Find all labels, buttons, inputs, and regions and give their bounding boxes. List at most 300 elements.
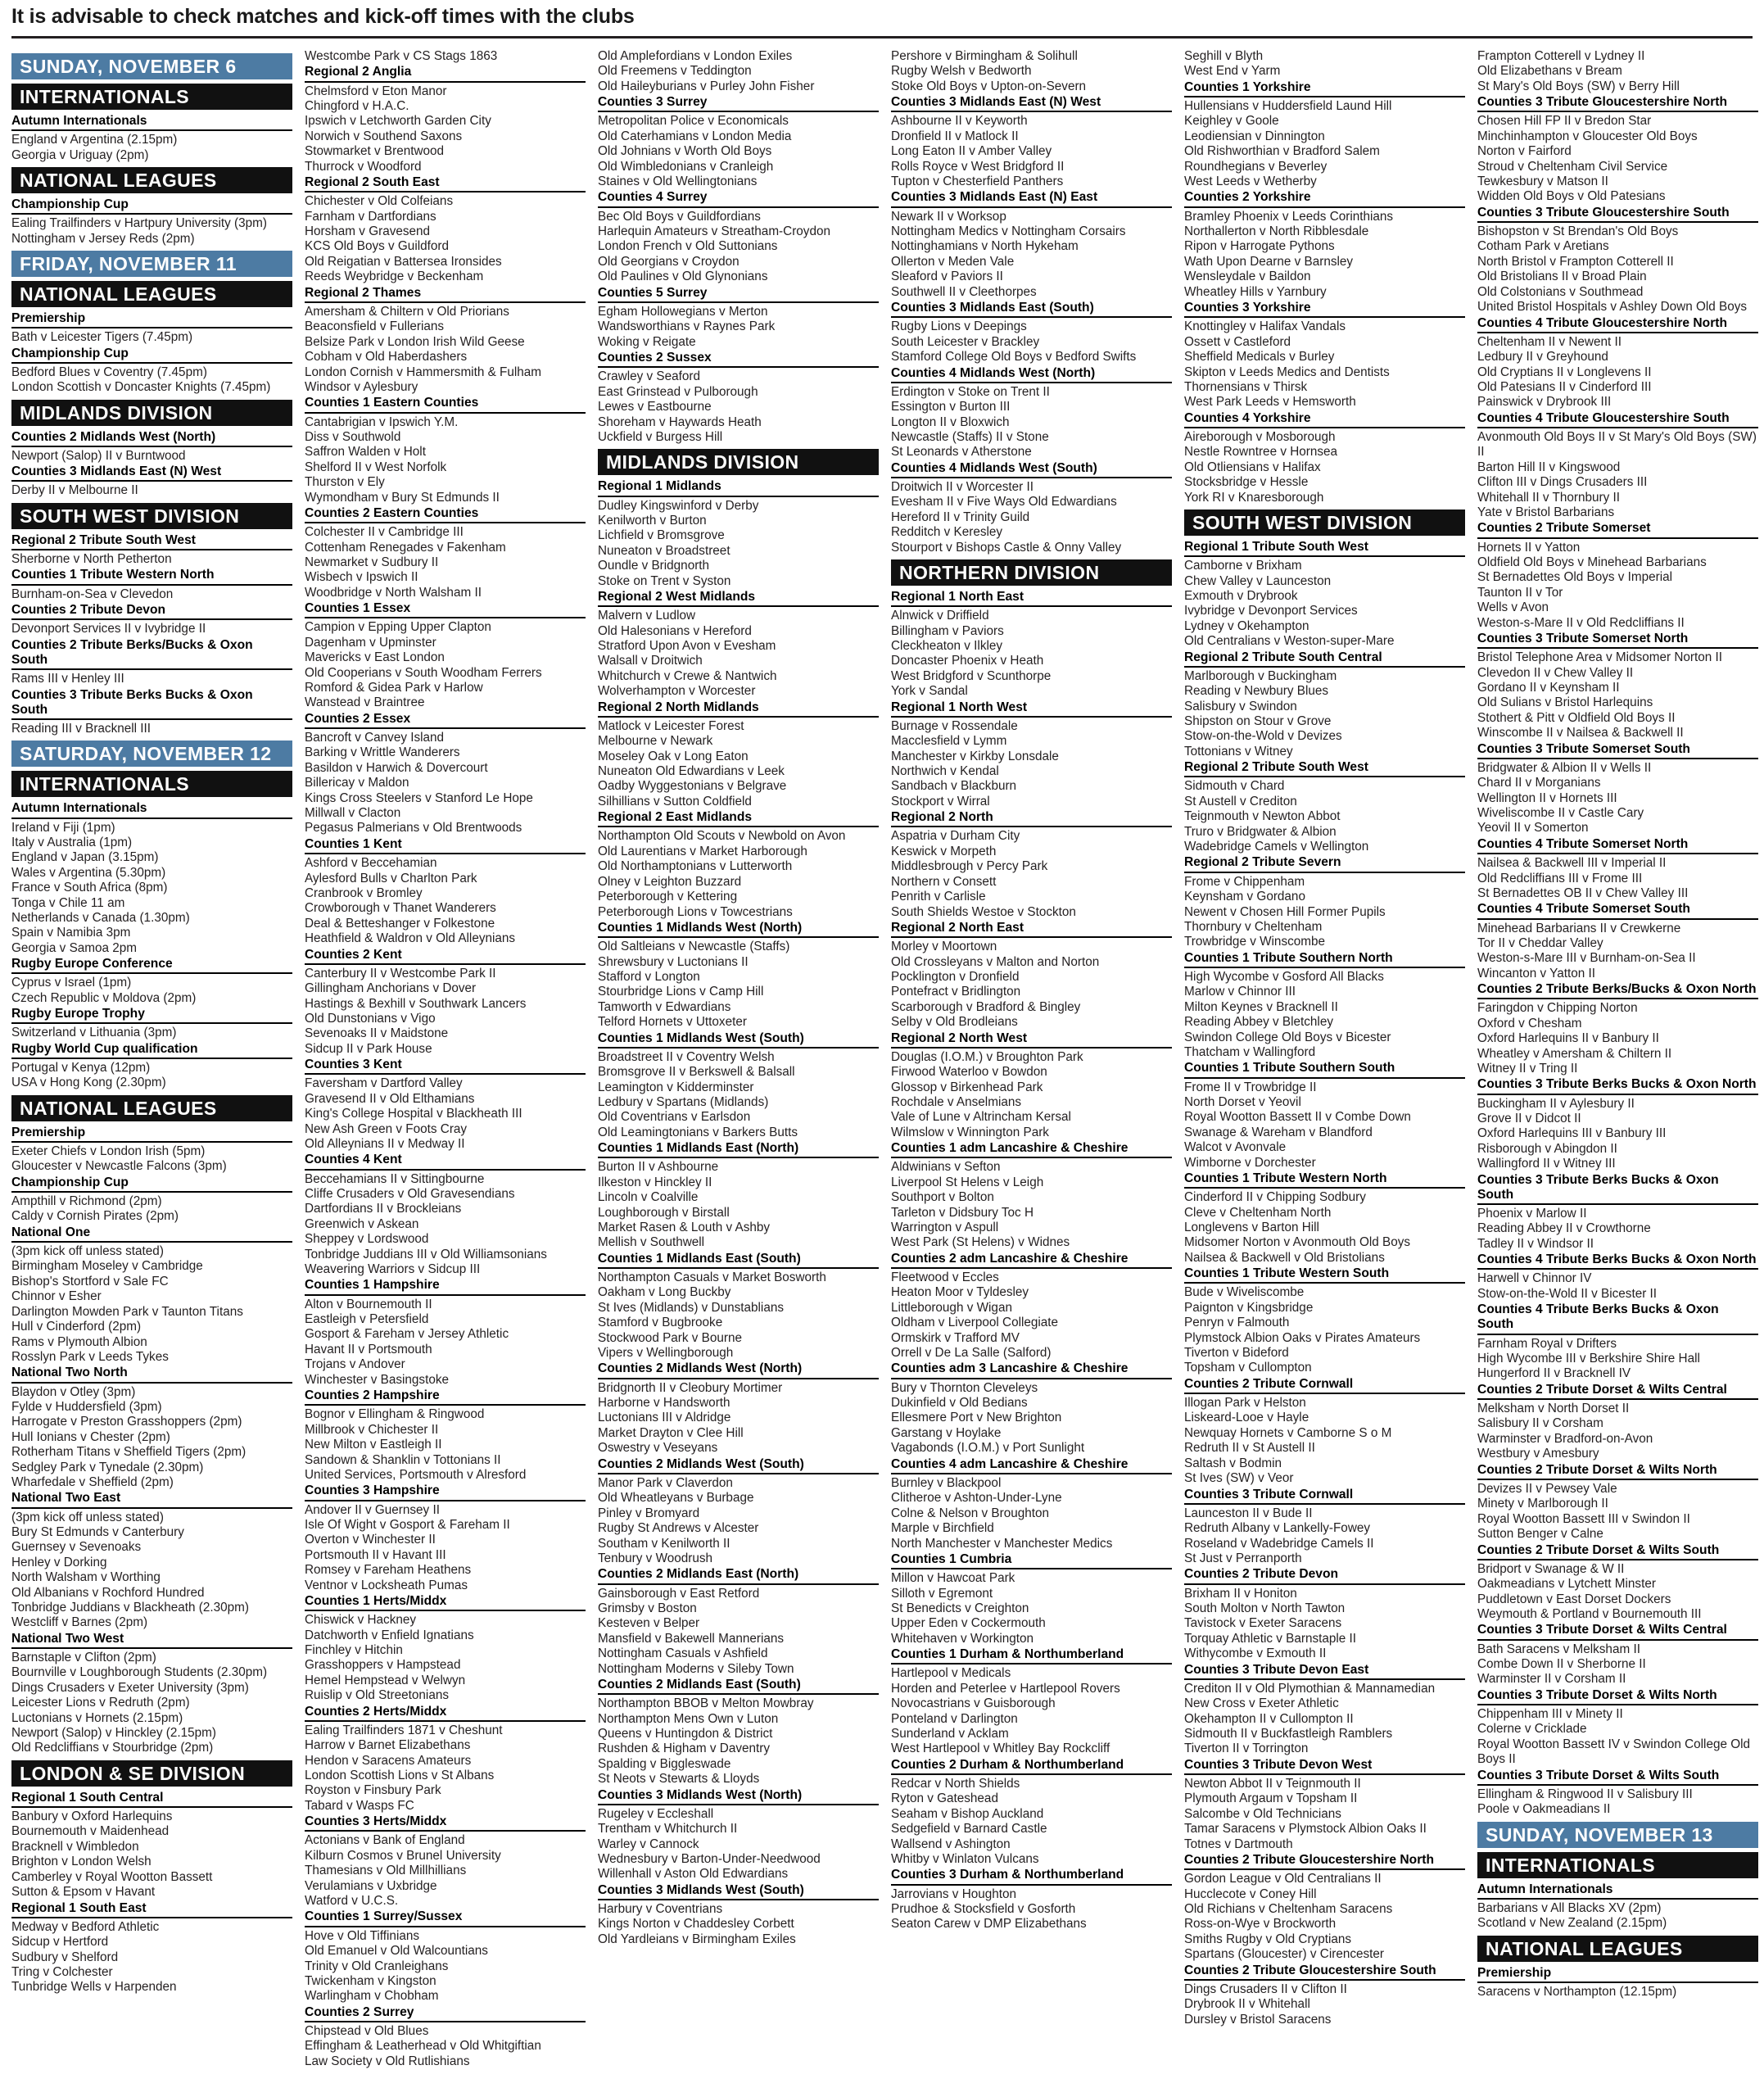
fixture: Launceston II v Bude II: [1184, 1506, 1313, 1520]
fixture: Gosport & Fareham v Jersey Athletic: [305, 1327, 509, 1342]
fixture: London Scottish v Doncaster Knights (7.45pm): [11, 380, 271, 395]
fixture: Sheffield Medicals v Burley: [1184, 350, 1335, 365]
fixture: Cranbrook v Bromley: [305, 885, 423, 900]
fixture: St Bernadettes OB II v Chew Valley III: [1477, 885, 1689, 900]
fixture: Harlequin Amateurs v Streatham-Croydon: [598, 224, 830, 239]
fixture: Wellington II v Hornets III: [1477, 790, 1617, 805]
fixture: Watford v U.C.S.: [305, 1894, 399, 1909]
fixture: North Manchester v Manchester Medics: [891, 1536, 1113, 1551]
fixture: Evesham II v Five Ways Old Edwardians: [891, 495, 1117, 510]
league-heading: Counties 1 Midlands West (North): [598, 921, 879, 938]
fixture: Nestle Rowntree v Hornsea: [1184, 445, 1338, 460]
fixture: Clitheroe v Ashton-Under-Lyne: [891, 1491, 1062, 1506]
fixture: Blaydon v Otley (3pm): [11, 1384, 136, 1399]
fixture: Erdington v Stoke on Trent II: [891, 384, 1050, 399]
fixture: Vipers v Wellingborough: [598, 1346, 734, 1361]
fixture: Tupton v Chesterfield Panthers: [891, 174, 1064, 189]
fixture: Gordon League v Old Centralians II: [1184, 1872, 1382, 1886]
fixture: Millon v Hawcoat Park: [891, 1571, 1015, 1586]
league-heading: Counties 4 Kent: [305, 1153, 586, 1170]
fixture: Trowbridge v Winscombe: [1184, 935, 1326, 949]
fixture: Dartfordians II v Brockleians: [305, 1202, 462, 1216]
fixture: Hucclecote v Coney Hill: [1184, 1886, 1317, 1901]
fixture: Harbury v Coventrians: [598, 1902, 723, 1917]
league-heading: Counties 3 Midlands East (N) West: [11, 464, 292, 482]
fixture: Clifton III v Dings Crusaders III: [1477, 475, 1648, 490]
fixture: Rotherham Titans v Sheffield Tigers (2pm): [11, 1445, 247, 1460]
fixture: Mavericks v East London: [305, 650, 445, 665]
fixture: Yate v Bristol Barbarians: [1477, 505, 1615, 519]
fixture: Hullensians v Huddersfield Laund Hill: [1184, 99, 1392, 114]
fixture: Seaham v Bishop Auckland: [891, 1806, 1044, 1821]
column-6: [1477, 49, 1758, 2000]
fixture: South Leicester v Brackley: [891, 334, 1040, 349]
fixture: Thurrock v Woodford: [305, 159, 422, 174]
league-heading: Counties 2 Tribute Devon: [11, 603, 292, 620]
fixture: Stowmarket v Brentwood: [305, 144, 445, 159]
fixture: Minehead Barbarians II v Crewkerne: [1477, 921, 1681, 935]
fixture: Dings Crusaders v Exeter University (3pm): [11, 1680, 249, 1695]
fixture: Wallsend v Ashington: [891, 1837, 1011, 1851]
league-heading: Counties 4 Tribute Berks Bucks & Oxon South: [1477, 1302, 1758, 1334]
fixture: Portsmouth II v Havant III: [305, 1547, 446, 1562]
fixture: Law Society v Old Rutlishians: [305, 2054, 470, 2068]
fixture: Longton II v Bloxwich: [891, 414, 1010, 429]
fixture: Avonmouth Old Boys II v St Mary's Old Boys (SW) II: [1477, 429, 1757, 460]
kickoff-note: (3pm kick off unless stated): [11, 1510, 164, 1524]
fixture: Ilkeston v Hinckley II: [598, 1175, 712, 1189]
league-heading: Championship Cup: [11, 346, 292, 364]
fixture: Rushden & Higham v Daventry: [598, 1741, 771, 1756]
fixture: Stocksbridge v Hessle: [1184, 475, 1309, 490]
fixture: Manor Park v Claverdon: [598, 1475, 733, 1490]
fixture: Norton v Fairford: [1477, 144, 1572, 159]
fixture: Windsor v Aylesbury: [305, 379, 418, 394]
fixture: Skipton v Leeds Medics and Dentists: [1184, 365, 1390, 379]
league-heading: Counties 2 Midlands East (North): [598, 1567, 879, 1584]
fixture: Cottenham Renegades v Fakenham: [305, 540, 506, 555]
fixture: Luctonians v Hornets (2.15pm): [11, 1710, 183, 1725]
fixture: Wilmslow v Winnington Park: [891, 1125, 1049, 1139]
fixture: Millwall v Clacton: [305, 806, 401, 821]
fixture: Barnstaple v Clifton (2pm): [11, 1651, 156, 1665]
fixture: Truro v Bridgwater & Albion: [1184, 824, 1337, 839]
fixture: Winchester v Basingstoke: [305, 1372, 449, 1387]
fixture: Burnage v Rossendale: [891, 718, 1018, 733]
section-banner: NATIONAL LEAGUES: [11, 167, 292, 193]
fixture: Egham Hollowegians v Merton: [598, 304, 768, 319]
fixture: Fylde v Huddersfield (3pm): [11, 1399, 162, 1414]
fixture: Cobham v Old Haberdashers: [305, 350, 468, 365]
fixture: Minety v Marlborough II: [1477, 1497, 1608, 1511]
league-heading: Counties 1 adm Lancashire & Cheshire: [891, 1141, 1172, 1158]
fixture: St Benedicts v Creighton: [891, 1601, 1029, 1615]
league-heading: Counties 1 Herts/Middx: [305, 1594, 586, 1611]
fixture: Old Wheatleyans v Burbage: [598, 1491, 754, 1506]
league-heading: Counties 2 Tribute Devon: [1184, 1567, 1465, 1584]
fixture: Millbrook v Chichester II: [305, 1422, 439, 1437]
fixture: Warrington v Aspull: [891, 1221, 999, 1235]
league-heading: Counties 2 adm Lancashire & Cheshire: [891, 1252, 1172, 1269]
fixture: Beccehamians II v Sittingbourne: [305, 1171, 485, 1186]
fixture: Bude v Wiveliscombe: [1184, 1285, 1305, 1300]
fixture: Georgia v Uriguay (2pm): [11, 147, 149, 162]
fixture: Dronfield II v Matlock II: [891, 129, 1019, 143]
fixture: Bognor v Ellingham & Ringwood: [305, 1407, 485, 1422]
fixture: Nottinghamians v North Hykeham: [891, 239, 1079, 254]
league-heading: Counties 1 Midlands West (South): [598, 1031, 879, 1048]
fixture: Novocastrians v Guisborough: [891, 1696, 1056, 1711]
league-heading: Counties 2 Tribute Berks/Bucks & Oxon North: [1477, 982, 1758, 999]
league-heading: Counties 2 Durham & Northumberland: [891, 1758, 1172, 1775]
fixture: Sleaford v Paviors II: [891, 269, 1003, 284]
fixture: Redcar v North Shields: [891, 1777, 1020, 1791]
fixture: Wales v Argentina (5.30pm): [11, 865, 166, 880]
fixture: London Cornish v Hammersmith & Fulham: [305, 365, 542, 379]
fixture: Diss v Southwold: [305, 429, 401, 444]
fixture: Knottingley v Halifax Vandals: [1184, 319, 1346, 334]
fixture: Nottingham Casuals v Ashfield: [598, 1646, 768, 1661]
fixture: Frome II v Trowbridge II: [1184, 1080, 1317, 1094]
fixture: Bishopston v St Brendan's Old Boys: [1477, 224, 1679, 239]
fixture: Saracens v Northampton (12.15pm): [1477, 1984, 1677, 1999]
fixture: Drybrook II v Whitehall: [1184, 1997, 1310, 2012]
fixture: Old Otliensians v Halifax: [1184, 460, 1321, 474]
fixture: Metropolitan Police v Economicals: [598, 114, 789, 129]
fixture: York v Sandal: [891, 684, 968, 699]
fixture: Keynsham v Gordano: [1184, 890, 1305, 904]
fixture: West Park (St Helens) v Widnes: [891, 1235, 1070, 1250]
fixture: Lydney v Okehampton: [1184, 618, 1309, 633]
fixture: Sheppey v Lordswood: [305, 1232, 429, 1247]
fixture: St Bernadettes Old Boys v Imperial: [1477, 570, 1673, 585]
fixture: Henley v Dorking: [11, 1555, 107, 1569]
league-heading: Counties 3 Tribute Somerset North: [1477, 632, 1758, 649]
fixture: South Shields Westoe v Stockton: [891, 904, 1076, 919]
fixture: Stow-on-the-Wold v Devizes: [1184, 729, 1342, 744]
fixture: Belsize Park v London Irish Wild Geese: [305, 334, 525, 349]
fixture: Market Rasen & Louth v Ashby: [598, 1221, 771, 1235]
fixture: Frome v Chippenham: [1184, 874, 1305, 889]
league-heading: Autumn Internationals: [11, 114, 292, 131]
fixture: Thornensians v Thirsk: [1184, 379, 1308, 394]
fixture: Dursley v Bristol Saracens: [1184, 2012, 1332, 2027]
fixture: Morley v Moortown: [891, 940, 997, 954]
fixture: Hartlepool v Medicals: [891, 1666, 1011, 1681]
league-heading: Regional 2 Thames: [305, 286, 586, 303]
fixture: Bec Old Boys v Guildfordians: [598, 209, 761, 224]
league-heading: Counties 2 Tribute Berks/Bucks & Oxon South: [11, 638, 292, 670]
fixture: Sherborne v North Petherton: [11, 552, 172, 567]
fixture: East Grinstead v Pulborough: [598, 384, 758, 399]
fixture: Penrith v Carlisle: [891, 890, 986, 904]
fixture: Whitby v Winlaton Vulcans: [891, 1852, 1039, 1867]
fixture: Rugby St Andrews v Alcester: [598, 1521, 759, 1536]
fixture: New Milton v Eastleigh II: [305, 1438, 442, 1452]
fixture: Weston-s-Mare II v Old Redcliffians II: [1477, 615, 1685, 630]
fixture: Shipston on Stour v Grove: [1184, 714, 1332, 729]
fixture: Newark II v Worksop: [891, 209, 1006, 224]
fixture: Saltash v Bodmin: [1184, 1456, 1282, 1470]
fixture: Totnes v Dartmouth: [1184, 1837, 1293, 1851]
fixture: Old Haileyburians v Purley John Fisher: [598, 79, 815, 93]
fixture: Whitehaven v Workington: [891, 1631, 1034, 1646]
fixture: St Austell v Crediton: [1184, 794, 1297, 808]
fixture: Stothert & Pitt v Oldfield Old Boys II: [1477, 710, 1676, 725]
fixture: Gillingham Anchorians v Dover: [305, 981, 477, 996]
fixture: Derby II v Melbourne II: [11, 483, 138, 498]
fixture: Czech Republic v Moldova (2pm): [11, 990, 197, 1005]
fixture: Eastleigh v Petersfield: [305, 1312, 429, 1327]
fixture: Garstang v Hoylake: [891, 1425, 1002, 1440]
fixture: Redditch v Keresley: [891, 525, 1003, 540]
fixture: Reeds Weybridge v Beckenham: [305, 269, 484, 284]
fixture: Stamford v Bugbrooke: [598, 1316, 723, 1330]
fixture: Queens v Huntingdon & District: [598, 1727, 773, 1741]
fixture: South Molton v North Tawton: [1184, 1601, 1346, 1615]
fixture: Gloucester v Newcastle Falcons (3pm): [11, 1159, 227, 1174]
fixture: Bridgwater & Albion II v Wells II: [1477, 760, 1652, 775]
fixture: Cyprus v Israel (1pm): [11, 976, 132, 990]
fixture: Midsomer Norton v Avonmouth Old Boys: [1184, 1235, 1411, 1250]
section-banner: LONDON & SE DIVISION: [11, 1760, 292, 1787]
fixture: Old Colstonians v Southmead: [1477, 284, 1644, 299]
league-heading: Counties 1 Essex: [305, 601, 586, 618]
fixture: Manchester v Kirkby Lonsdale: [891, 749, 1059, 763]
league-heading: Counties 1 Durham & Northumberland: [891, 1647, 1172, 1664]
league-heading: Counties 2 Tribute Dorset & Wilts North: [1477, 1463, 1758, 1480]
fixture: Vale of Lune v Altrincham Kersal: [891, 1110, 1071, 1125]
fixture: Old Paulines v Old Glynonians: [598, 269, 768, 284]
fixture: Smiths Rugby v Old Cryptians: [1184, 1932, 1352, 1946]
fixture: Bournemouth v Maidenhead: [11, 1824, 170, 1839]
fixture: Hemel Hempstead v Welwyn: [305, 1673, 466, 1687]
fixture: Lewes v Eastbourne: [598, 400, 712, 414]
kickoff-note: (3pm kick off unless stated): [11, 1244, 164, 1259]
fixture: Old Redcliffians III v Frome III: [1477, 871, 1643, 885]
fixture: Horsham v Gravesend: [305, 224, 431, 239]
league-heading: Counties 3 Midlands East (N) West: [891, 95, 1172, 112]
fixture: Old Caterhamians v London Media: [598, 129, 792, 143]
fixture: Kesteven v Belper: [598, 1616, 700, 1631]
fixture: Wisbech v Ipswich II: [305, 570, 418, 585]
fixture: Campion v Epping Upper Clapton: [305, 620, 491, 635]
fixture: Sidmouth v Chard: [1184, 779, 1285, 794]
league-heading: Autumn Internationals: [1477, 1882, 1758, 1900]
fixture: Oxford Harlequins III v Banbury III: [1477, 1126, 1667, 1141]
fixture: North Dorset v Yeovil: [1184, 1094, 1301, 1109]
fixture: Romford & Gidea Park v Harlow: [305, 681, 483, 695]
fixture: Crawley v Seaford: [598, 369, 700, 384]
fixture: Andover II v Guernsey II: [305, 1502, 440, 1517]
fixture: Newmarket v Sudbury II: [305, 555, 439, 569]
section-banner: NATIONAL LEAGUES: [1477, 1936, 1758, 1962]
fixture: Orrell v De La Salle (Salford): [891, 1346, 1052, 1361]
fixture: Harborne v Handsworth: [598, 1396, 730, 1411]
fixture: Stratford Upon Avon v Evesham: [598, 639, 776, 653]
fixture: Swindon College Old Boys v Bicester: [1184, 1030, 1391, 1044]
fixture: Tunbridge Wells v Harpenden: [11, 1980, 177, 1995]
fixture: Switzerland v Lithuania (3pm): [11, 1026, 177, 1040]
fixture: Stafford v Longton: [598, 969, 700, 984]
fixture: Chipstead v Old Blues: [305, 2023, 429, 2038]
league-heading: Counties 3 Midlands East (South): [891, 301, 1172, 318]
fixture: Old Johnians v Worth Old Boys: [598, 144, 772, 159]
fixture: Havant II v Portsmouth: [305, 1342, 432, 1356]
fixture: Old Leamingtonians v Barkers Butts: [598, 1125, 798, 1139]
fixture: Silloth v Egremont: [891, 1586, 993, 1601]
fixture: Bramley Phoenix v Leeds Corinthians: [1184, 209, 1394, 224]
fixture: Redruth Albany v Lankelly-Fowey: [1184, 1521, 1371, 1536]
league-heading: Counties 4 Yorkshire: [1184, 411, 1465, 428]
fixture: Old Wimbledonians v Cranleigh: [598, 159, 774, 174]
fixture: Royal Wootton Bassett II v Combe Down: [1184, 1110, 1411, 1125]
fixture: Billericay v Maldon: [305, 776, 409, 790]
fixture: Ealing Trailfinders v Hartpury University (3pm): [11, 216, 267, 231]
fixture: Devizes II v Pewsey Vale: [1477, 1481, 1617, 1496]
fixture: Littleborough v Wigan: [891, 1300, 1012, 1315]
league-heading: Counties 3 Midlands West (South): [598, 1883, 879, 1900]
league-heading: Counties 5 Surrey: [598, 286, 879, 303]
league-heading: Regional 1 South East: [11, 1901, 292, 1918]
league-heading: Regional 2 North Midlands: [598, 700, 879, 718]
fixture: Banbury v Oxford Harlequins: [11, 1809, 173, 1824]
fixture: Shrewsbury v Luctonians II: [598, 954, 749, 969]
fixture: Matlock v Leicester Forest: [598, 718, 744, 733]
fixture: Longlevens v Barton Hill: [1184, 1221, 1319, 1235]
fixture: Harrow v Barnet Elizabethans: [305, 1738, 471, 1753]
fixture: Pegasus Palmerians v Old Brentwoods: [305, 821, 522, 836]
fixture: Tenbury v Woodrush: [598, 1551, 713, 1565]
fixture: Weavering Warriors v Sidcup III: [305, 1262, 481, 1277]
fixture: Whitchurch v Crewe & Nantwich: [598, 668, 777, 683]
fixture: Tavistock v Exeter Saracens: [1184, 1616, 1342, 1631]
fixture: Minchinhampton v Gloucester Old Boys: [1477, 129, 1698, 143]
section-banner: MIDLANDS DIVISION: [11, 400, 292, 426]
section-banner: INTERNATIONALS: [11, 84, 292, 110]
fixture: Thatcham v Wallingford: [1184, 1044, 1316, 1059]
fixture: Dudley Kingswinford v Derby: [598, 498, 759, 513]
fixture: Seaton Carew v DMP Elizabethans: [891, 1917, 1087, 1932]
fixture: Rugby Lions v Deepings: [891, 319, 1027, 334]
fixture: Ossett v Castleford: [1184, 334, 1291, 349]
fixture: Tiverton v Bideford: [1184, 1346, 1289, 1361]
fixture: Sutton Benger v Calne: [1477, 1527, 1603, 1542]
league-heading: Counties 2 Tribute Cornwall: [1184, 1377, 1465, 1394]
fixture: Heaton Moor v Tyldesley: [891, 1285, 1029, 1300]
section-banner: MIDLANDS DIVISION: [598, 449, 879, 475]
fixture: Malvern v Ludlow: [598, 609, 696, 623]
fixture: Northallerton v North Ribblesdale: [1184, 224, 1369, 239]
league-heading: Championship Cup: [11, 1175, 292, 1193]
fixture: London Scottish Lions v St Albans: [305, 1769, 495, 1783]
fixture: Ponteland v Darlington: [891, 1711, 1018, 1726]
fixture: Ledbury II v Greyhound: [1477, 350, 1608, 365]
fixture: Actonians v Bank of England: [305, 1833, 465, 1848]
league-heading: Counties 4 Tribute Gloucestershire South: [1477, 411, 1758, 428]
fixture: Mansfield v Bakewell Mannerians: [598, 1631, 785, 1646]
fixture: Sidcup II v Park House: [305, 1041, 432, 1056]
fixture: Chiswick v Hackney: [305, 1613, 417, 1628]
fixture: West End v Yarm: [1184, 64, 1281, 79]
fixture: St Leonards v Atherstone: [891, 445, 1032, 460]
fixture: Milton Keynes v Bracknell II: [1184, 999, 1338, 1014]
fixture: Deal & Betteshanger v Folkestone: [305, 916, 495, 931]
fixture: Trentham v Whitchurch II: [598, 1822, 738, 1837]
fixture: Effingham & Leatherhead v Old Whitgiftian: [305, 2039, 541, 2054]
fixture: Buckingham II v Aylesbury II: [1477, 1096, 1635, 1111]
fixture: Scotland v New Zealand (2.15pm): [1477, 1916, 1667, 1931]
league-heading: Counties 4 Tribute Somerset North: [1477, 837, 1758, 854]
fixture: Bristol Telephone Area v Midsomer Norton II: [1477, 650, 1722, 665]
fixture: Tabard v Wasps FC: [305, 1798, 414, 1813]
fixture: Cleve v Cheltenham North: [1184, 1205, 1332, 1220]
fixture: Burton II v Ashbourne: [598, 1160, 719, 1175]
fixture: Ellesmere Port v New Brighton: [891, 1411, 1062, 1425]
league-heading: Regional 2 Anglia: [305, 65, 586, 82]
fixture: Salisbury v Swindon: [1184, 699, 1297, 713]
league-heading: Autumn Internationals: [11, 801, 292, 818]
fixture: Illogan Park v Helston: [1184, 1396, 1306, 1411]
fixture: Loughborough v Birstall: [598, 1205, 730, 1220]
fixture: Colerne v Cricklade: [1477, 1722, 1587, 1737]
league-heading: Counties 3 Tribute Devon East: [1184, 1663, 1465, 1680]
fixture: Oxford Harlequins II v Banbury II: [1477, 1031, 1659, 1046]
fixture: Farnham v Dartfordians: [305, 209, 436, 224]
fixture: St Just v Perranporth: [1184, 1551, 1302, 1565]
fixture: Burnham-on-Sea v Clevedon: [11, 587, 174, 601]
fixture: Roundhegians v Beverley: [1184, 159, 1328, 174]
fixture: Hastings & Bexhill v Southwark Lancers: [305, 996, 527, 1011]
fixture: Amersham & Chiltern v Old Priorians: [305, 304, 509, 319]
fixture: Macclesfield v Lymm: [891, 734, 1007, 749]
fixture: Netherlands v Canada (1.30pm): [11, 910, 190, 925]
fixture: Tiverton II v Torrington: [1184, 1741, 1309, 1756]
fixture: Warlingham v Chobham: [305, 1989, 439, 2004]
page-title: It is advisable to check matches and kick-off times with the clubs: [11, 5, 635, 28]
fixture: Hendon v Saracens Amateurs: [305, 1753, 472, 1768]
fixture: Ventnor v Locksheath Pumas: [305, 1578, 468, 1592]
league-heading: Regional 1 Tribute South West: [1184, 540, 1465, 557]
fixture: Datchworth v Enfield Ignatians: [305, 1628, 474, 1642]
fixture: Camberley v Royal Wootton Bassett: [11, 1869, 213, 1884]
fixture: Stamford College Old Boys v Bedford Swifts: [891, 350, 1137, 365]
fixture: Tamworth v Edwardians: [598, 999, 731, 1014]
league-heading: Counties 1 Tribute Southern North: [1184, 951, 1465, 968]
league-heading: Regional 2 Tribute Severn: [1184, 855, 1465, 872]
fixture: Marple v Birchfield: [891, 1521, 994, 1536]
fixture: Aylesford Bulls v Charlton Park: [305, 871, 477, 885]
fixture: Grove II v Didcot II: [1477, 1111, 1581, 1125]
fixture: Wolverhampton v Worcester: [598, 684, 756, 699]
fixture: Bournville v Loughborough Students (2.30pm): [11, 1665, 268, 1680]
fixture: Burnley v Blackpool: [891, 1475, 1002, 1490]
fixture: Droitwich II v Worcester II: [891, 479, 1034, 494]
fixture: Basildon v Harwich & Dovercourt: [305, 760, 488, 775]
fixture: Weston-s-Mare III v Burnham-on-Sea II: [1477, 951, 1696, 966]
league-heading: Counties 1 Tribute Western North: [11, 568, 292, 585]
fixture: Bedford Blues v Coventry (7.45pm): [11, 365, 207, 379]
fixture: Peterborough Lions v Towcestrians: [598, 904, 793, 919]
league-heading: Counties 1 Surrey/Sussex: [305, 1909, 586, 1927]
fixture: Nailsea & Backwell III v Imperial II: [1477, 856, 1667, 871]
league-heading: Counties 1 Yorkshire: [1184, 80, 1465, 97]
fixture: Kings Norton v Chaddesley Corbett: [598, 1917, 794, 1932]
fixture: Nottingham Medics v Nottingham Corsairs: [891, 224, 1126, 239]
fixture: Nuneaton v Broadstreet: [598, 543, 730, 558]
fixture: Luctonians III v Aldridge: [598, 1411, 731, 1425]
fixture: Willenhall v Aston Old Edwardians: [598, 1867, 789, 1882]
